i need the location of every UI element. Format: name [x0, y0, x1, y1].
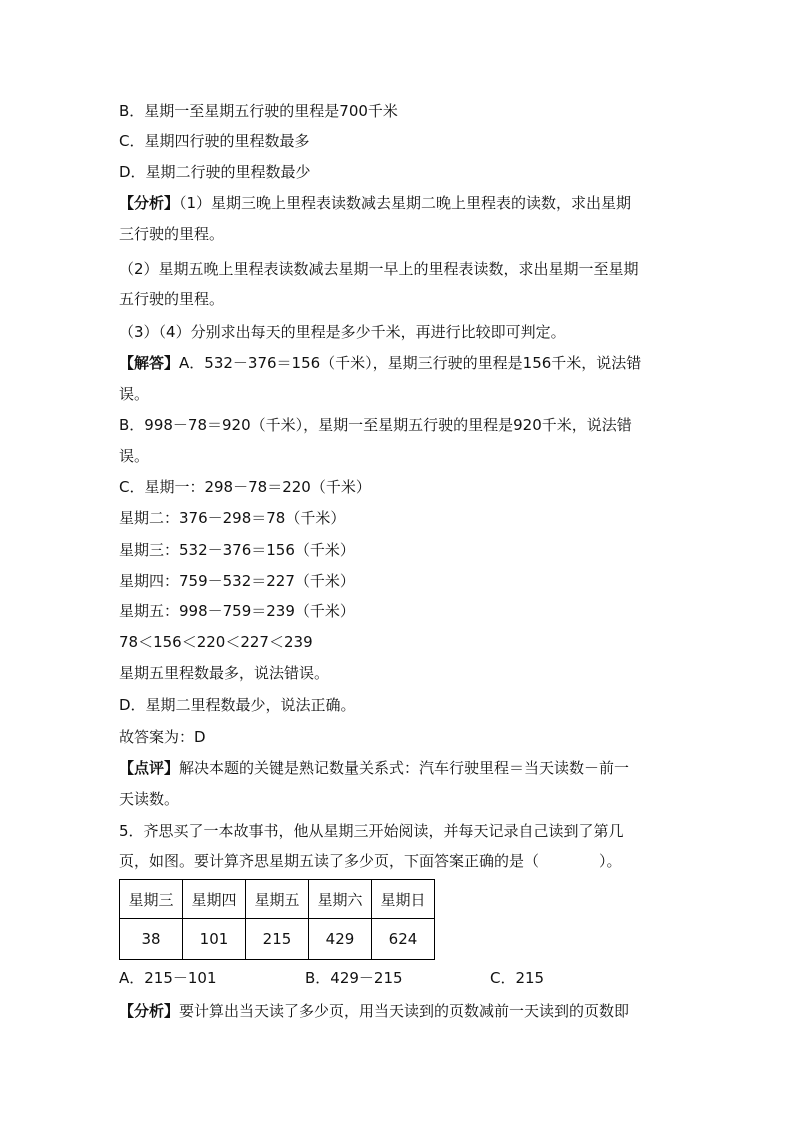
analysis-line-3: （2）星期五晚上里程表读数减去星期一早上的里程表读数，求出星期一至星期: [119, 260, 639, 278]
choice-b: B．429－215: [305, 969, 403, 987]
solution-line-12: D．星期二里程数最少，说法正确。: [119, 696, 356, 714]
question-5-line-1: 5．齐思买了一本故事书，他从星期三开始阅读，并每天记录自己读到了第几: [119, 822, 624, 840]
option-c-line: C．星期四行驶的里程数最多: [119, 132, 310, 150]
table-cell: 38: [120, 919, 183, 960]
reading-table: [119, 879, 435, 960]
solution-line-5: C．星期一：298－78＝220（千米）: [119, 478, 371, 496]
answer-line: 故答案为：D: [119, 728, 206, 746]
table-cell: 101: [183, 919, 246, 960]
analysis-tag: 【分析】: [119, 194, 180, 212]
solution-line-9: 星期五：998－759＝239（千米）: [119, 602, 355, 620]
table-cell: 215: [246, 919, 309, 960]
comment-line-2: 天读数。: [119, 790, 180, 808]
choice-c: C．215: [490, 969, 545, 987]
table-header-cell: 星期四: [183, 880, 246, 919]
solution-line-4: 误。: [119, 447, 150, 465]
analysis-line-1: 【分析】（1）星期三晚上里程表读数减去星期二晚上里程表的读数，求出星期: [119, 194, 632, 212]
solution-line-1: 【解答】A．532－376＝156（千米），星期三行驶的里程是156千米，说法错: [119, 354, 642, 372]
choice-a: A．215－101: [119, 969, 217, 987]
table-header-row: [120, 880, 435, 919]
table-header-cell: 星期三: [120, 880, 183, 919]
table-header-cell: 星期五: [246, 880, 309, 919]
table-row: [120, 919, 435, 960]
solution-line-10: 78＜156＜220＜227＜239: [119, 633, 313, 651]
solution-tag: 【解答】: [119, 354, 180, 372]
question-5-line-2: 页，如图。要计算齐思星期五读了多少页，下面答案正确的是（ ）。: [119, 852, 622, 870]
analysis-tag: 【分析】: [119, 1002, 180, 1020]
option-b-line: B．星期一至星期五行驶的里程是700千米: [119, 102, 398, 120]
comment-tag: 【点评】: [119, 759, 180, 777]
table-header-cell: 星期六: [309, 880, 372, 919]
analysis-line-4: 五行驶的里程。: [119, 290, 225, 308]
solution-line-3: B．998－78＝920（千米），星期一至星期五行驶的里程是920千米，说法错: [119, 416, 632, 434]
solution-line-6: 星期二：376－298＝78（千米）: [119, 509, 346, 527]
analysis-line-q5: 【分析】要计算出当天读了多少页，用当天读到的页数减前一天读到的页数即: [119, 1002, 630, 1020]
analysis-line-5: （3）（4）分别求出每天的里程是多少千米，再进行比较即可判定。: [119, 323, 566, 341]
table-cell: 429: [309, 919, 372, 960]
comment-line-1: 【点评】解决本题的关键是熟记数量关系式：汽车行驶里程＝当天读数－前一: [119, 759, 630, 777]
solution-line-2: 误。: [119, 385, 150, 403]
solution-line-7: 星期三：532－376＝156（千米）: [119, 541, 355, 559]
table-header-cell: 星期日: [372, 880, 435, 919]
analysis-line-2: 三行驶的里程。: [119, 225, 225, 243]
solution-line-8: 星期四：759－532＝227（千米）: [119, 572, 355, 590]
table-cell: 624: [372, 919, 435, 960]
option-d-line: D．星期二行驶的里程数最少: [119, 163, 311, 181]
solution-line-11: 星期五里程数最多，说法错误。: [119, 664, 330, 682]
